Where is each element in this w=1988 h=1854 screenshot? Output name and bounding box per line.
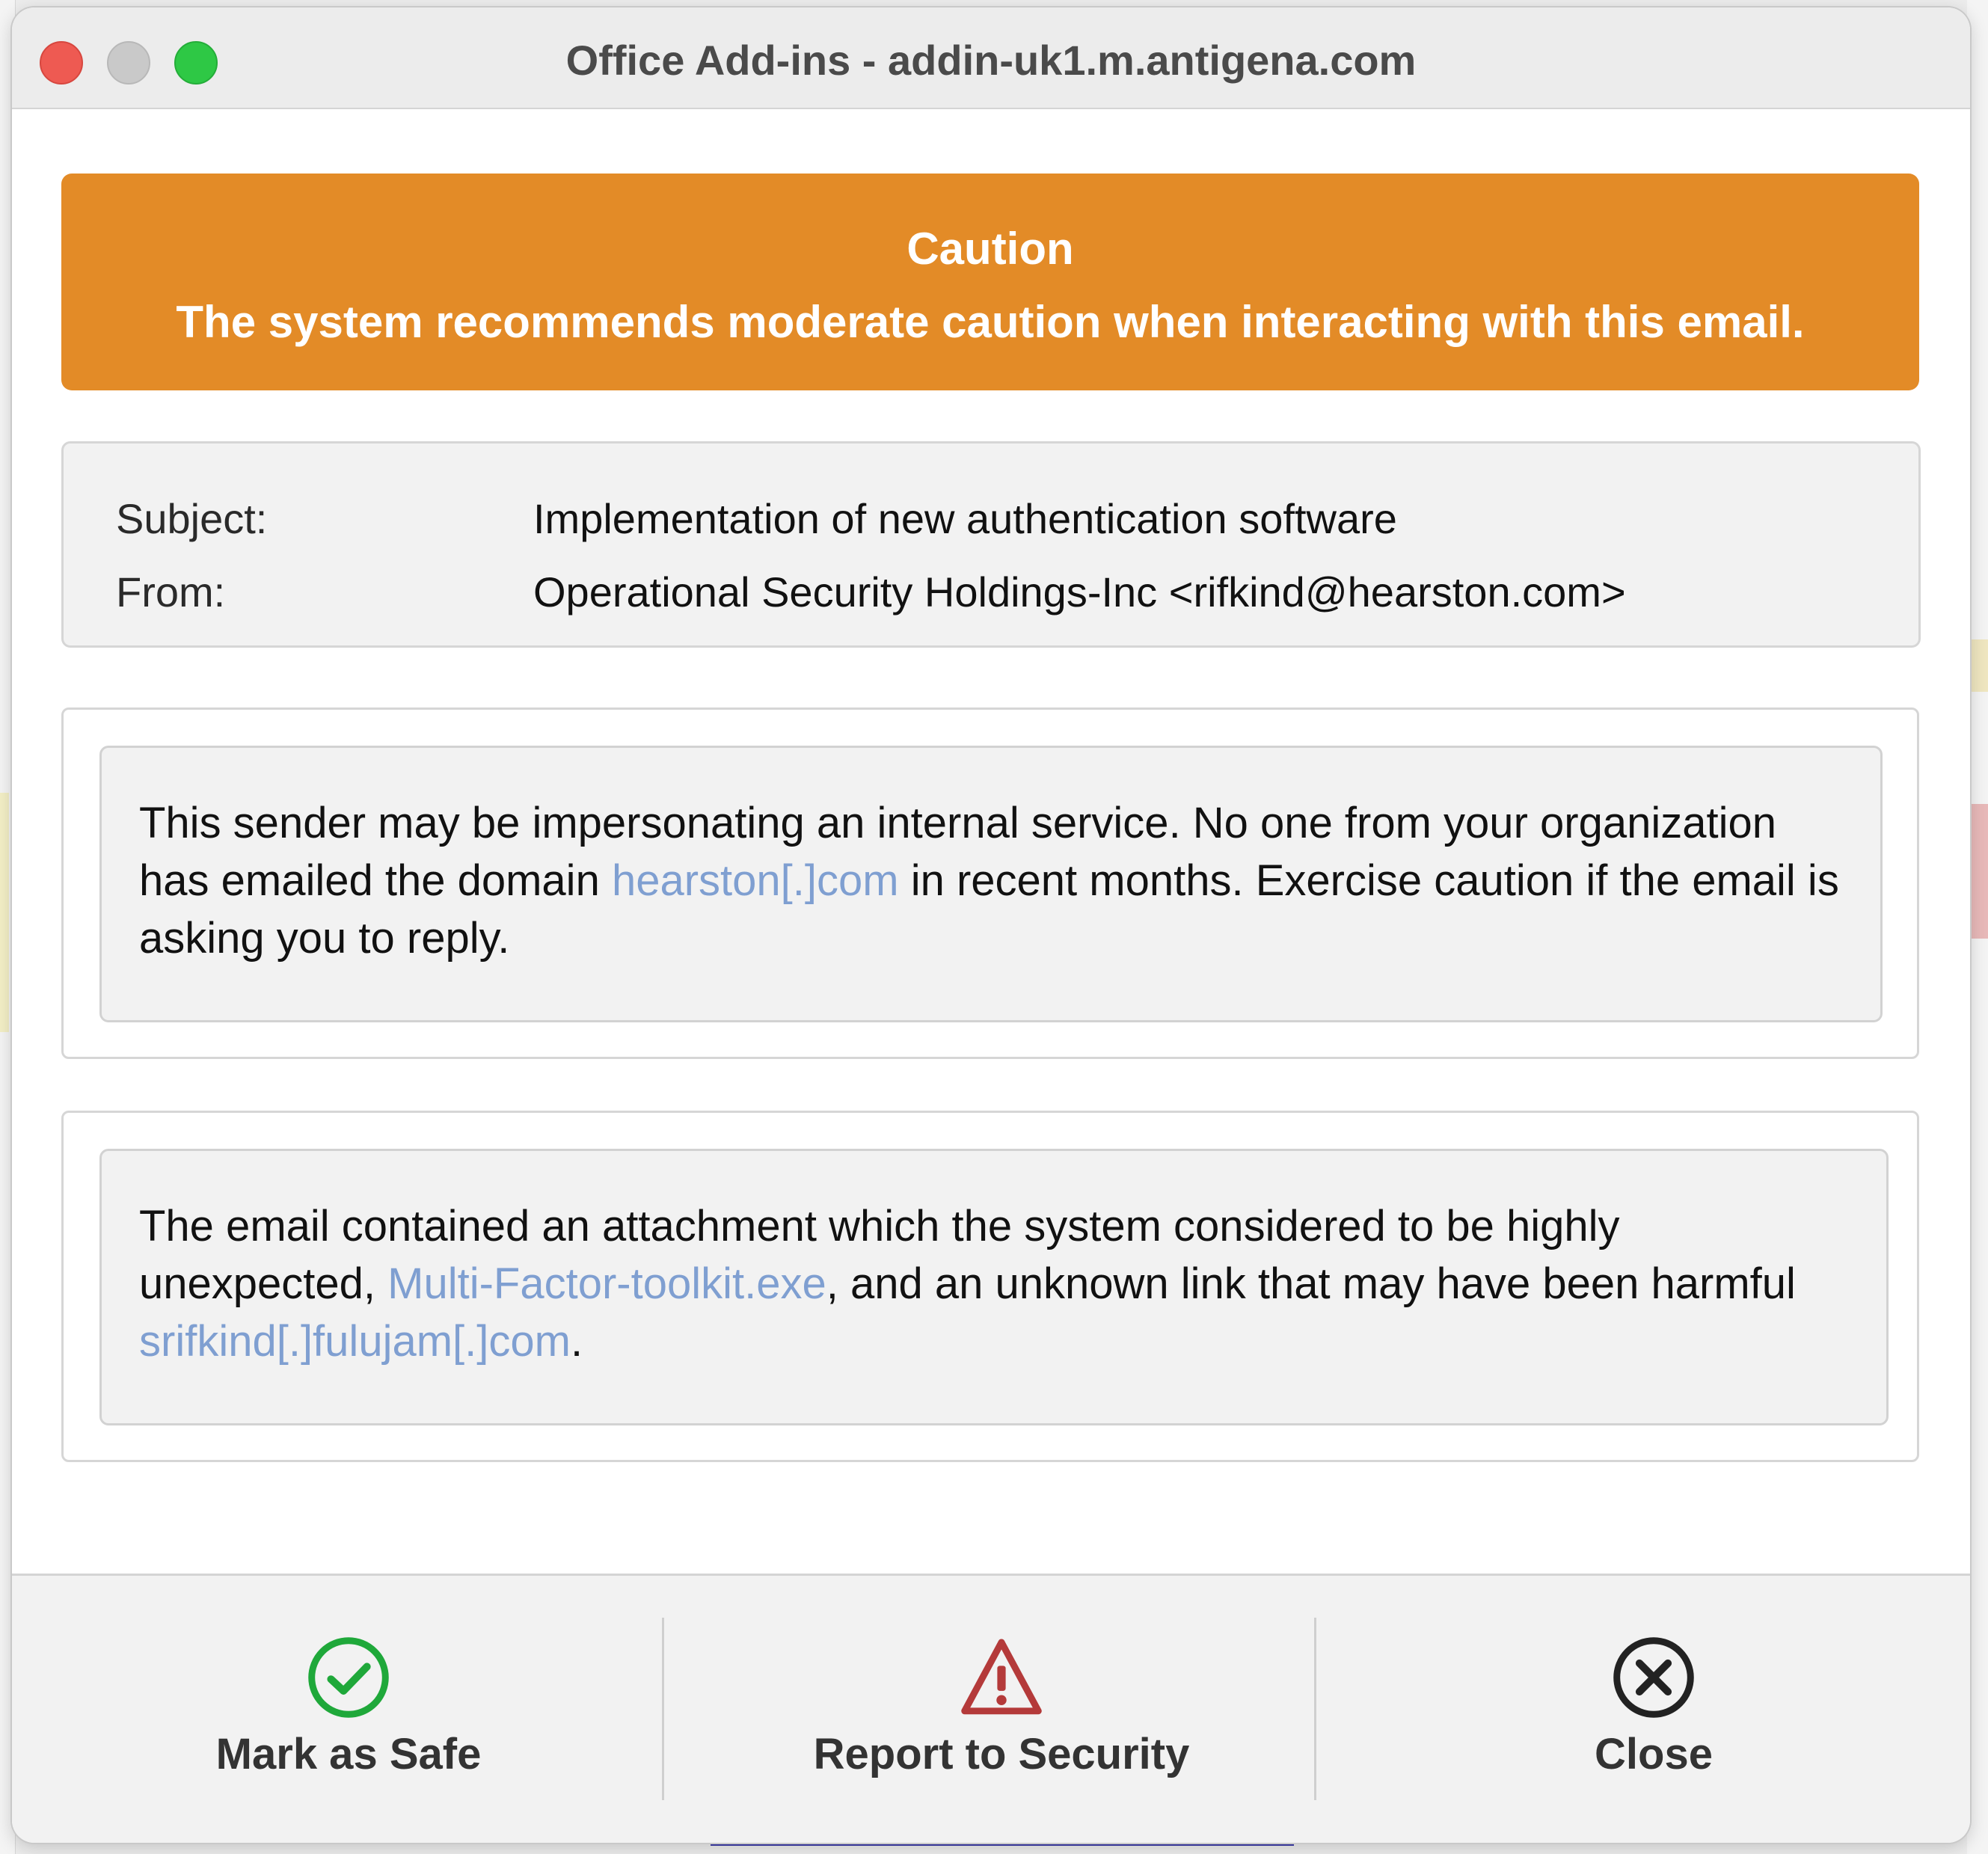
url-link[interactable]: srifkind[.]fulujam[.]com [139, 1317, 571, 1366]
title-bar [12, 7, 1970, 109]
alert-text-part: . [570, 1317, 583, 1366]
attachment-link[interactable]: Multi-Factor-toolkit.exe [387, 1259, 826, 1308]
alert-text [139, 794, 1850, 967]
alert-body [99, 746, 1883, 1022]
alert-text-part: This sender may be impersonating an internal service. No one from your organization has emailed the domain [139, 799, 1776, 905]
subject-value: Implementation of new authentication software [533, 495, 1397, 542]
from-value: Operational Security Holdings-Inc <rifkind@hearston.com> [533, 568, 1626, 616]
action-divider [662, 1618, 664, 1800]
alert-card-impersonation [61, 707, 1919, 1059]
alert-text-part: The email contained an attachment which the system considered to be highly unexpected, [139, 1202, 1620, 1308]
caution-message: The system recommends moderate caution when interacting with this email. [176, 297, 1805, 347]
alert-text-part: , and an unknown link that may have been harmful [826, 1259, 1796, 1308]
action-divider [1314, 1618, 1316, 1800]
from-label: From: [116, 568, 226, 616]
mark-as-safe-label: Mark as Safe [215, 1730, 482, 1778]
subject-label: Subject: [116, 495, 268, 542]
mark-as-safe-button[interactable] [23, 1576, 674, 1843]
window-title: Office Add-ins - addin-uk1.m.antigena.com [565, 37, 1417, 84]
addin-dialog [12, 7, 1970, 1843]
alert-card-attachment [61, 1111, 1919, 1462]
report-to-security-label: Report to Security [813, 1730, 1190, 1778]
check-circle-icon [307, 1636, 390, 1719]
alert-text [139, 1197, 1856, 1370]
domain-link[interactable]: hearston[.]com [611, 856, 899, 905]
alert-body [99, 1149, 1889, 1425]
caution-title: Caution [906, 224, 1074, 274]
close-button[interactable] [1328, 1576, 1970, 1843]
background-highlight [1972, 639, 1988, 692]
report-to-security-button[interactable] [676, 1576, 1327, 1843]
close-circle-icon [1612, 1636, 1696, 1719]
close-label: Close [1595, 1730, 1713, 1778]
background-highlight [0, 793, 9, 1032]
warning-triangle-icon [960, 1636, 1043, 1719]
caution-banner [61, 174, 1919, 390]
action-bar [12, 1574, 1970, 1843]
alert-text-part: in recent months. Exercise caution if the email is asking you to reply. [139, 856, 1839, 963]
background-highlight [1972, 804, 1988, 939]
email-header-panel [61, 441, 1921, 648]
